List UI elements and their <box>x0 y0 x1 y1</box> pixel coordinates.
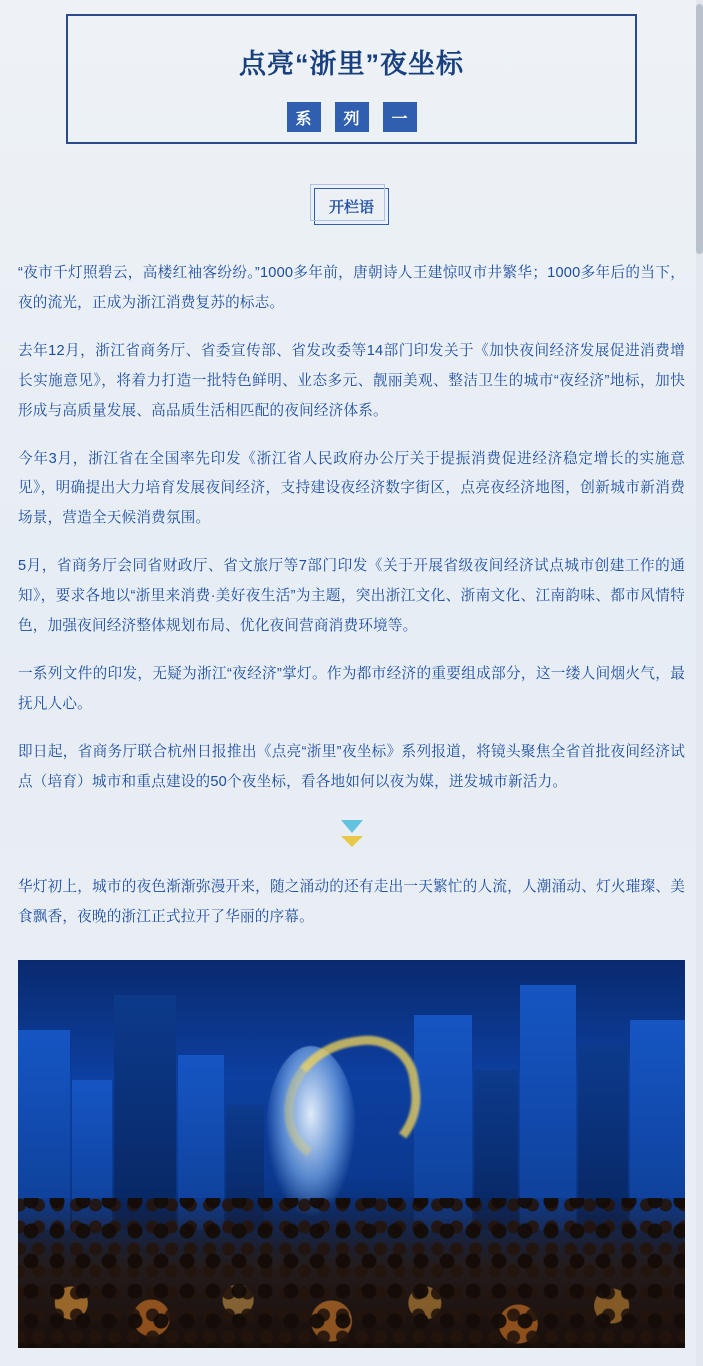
series-chip-3: 一 <box>383 102 417 132</box>
page-title: 点亮“浙里”夜坐标 <box>239 49 464 79</box>
article-paragraph: 5月，省商务厅会同省财政厅、省文旅厅等7部门印发《关于开展省级夜间经济试点城市创建工作的通知》，要求各地以“浙里来消费·美好夜生活”为主题，突出浙江文化、浙南文化、江南韵味、都市风情特色，加强夜间经济整体规划布局、优化夜间营商消费环境等。 <box>18 558 685 635</box>
section-label-wrap <box>0 188 703 225</box>
section-divider <box>18 820 685 847</box>
section-label: 开栏语 <box>314 188 389 225</box>
triangle-down-gold-icon <box>341 836 363 847</box>
article-paragraph: 即日起，省商务厅联合杭州日报推出《点亮“浙里”夜坐标》系列报道，将镜头聚焦全省首批夜间经济试点（培育）城市和重点建设的50个夜坐标，看各地如何以夜为媒，迸发城市新活力。 <box>18 743 685 790</box>
article-paragraph: “夜市千灯照碧云，高楼红袖客纷纷。”1000多年前，唐朝诗人王建惊叹市井繁华；1000多年后的当下，夜的流光，正成为浙江消费复苏的标志。 <box>18 265 685 311</box>
header-banner <box>0 0 703 144</box>
triangle-down-blue-icon <box>341 820 363 833</box>
article-paragraph: 一系列文件的印发，无疑为浙江“夜经济”掌灯。作为都市经济的重要组成部分，这一缕人间烟火气，最抚凡人心。 <box>18 665 685 712</box>
article-paragraph: 去年12月，浙江省商务厅、省委宣传部、省发改委等14部门印发关于《加快夜间经济发展促进消费增长实施意见》，将着力打造一批特色鲜明、业态多元、靓丽美观、整洁卫生的城市“夜经济”地标，加快形成与高质量发展、高品质生活相匹配的夜间经济体系。 <box>18 342 685 419</box>
header-box <box>66 14 637 144</box>
article-closing-paragraph: 华灯初上，城市的夜色渐渐弥漫开来，随之涌动的还有走出一天繁忙的人流，人潮涌动、灯火璀璨、美食飘香，夜晚的浙江正式拉开了华丽的序幕。 <box>18 878 685 925</box>
photo-crowd-texture <box>18 1198 685 1348</box>
article-body <box>0 225 703 932</box>
series-chip-2: 列 <box>335 102 369 132</box>
scrollbar-track[interactable] <box>696 0 703 1366</box>
photo-crowd <box>18 1198 685 1348</box>
article-paragraph: 今年3月，浙江省在全国率先印发《浙江省人民政府办公厅关于提振消费促进经济稳定增长的实施意见》，明确提出大力培育发展夜间经济，支持建设夜经济数字街区，点亮夜经济地图，创新城市新消费场景，营造全天候消费氛围。 <box>18 450 685 527</box>
photo-building <box>520 985 576 1230</box>
scrollbar-thumb[interactable] <box>696 4 703 254</box>
series-chip-1: 系 <box>287 102 321 132</box>
photo-building <box>114 995 176 1230</box>
series-chip-row <box>68 102 635 132</box>
night-street-photo <box>18 960 685 1348</box>
